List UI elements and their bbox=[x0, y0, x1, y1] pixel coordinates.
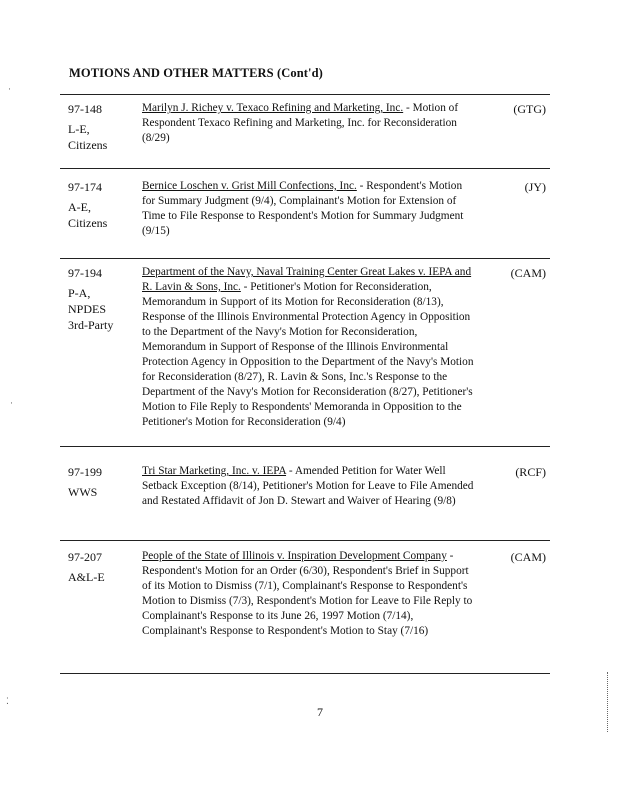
divider bbox=[60, 168, 550, 169]
case-number: 97-207 bbox=[68, 550, 102, 564]
divider bbox=[60, 94, 550, 95]
hearing-officer: (CAM) bbox=[510, 550, 546, 564]
section-title: MOTIONS AND OTHER MATTERS (Cont'd) bbox=[69, 66, 323, 80]
case-text: - Motion of Respondent Texaco Refining and Marketing, Inc. for Reconsideration (8/29) bbox=[142, 102, 459, 144]
case-tags bbox=[68, 285, 113, 333]
hearing-officer: (JY) bbox=[524, 180, 546, 194]
case-text: - Amended Petition for Water Well Setback Exception (8/14), Petitioner's Motion for Leave to File Amended and Restated Affidavit of Jon D. Stewart and Waiver of Hearing (9/8) bbox=[142, 465, 474, 507]
case-tag: Citizens bbox=[68, 138, 108, 152]
case-title: People of the State of Illinois v. Inspiration Development Company bbox=[142, 550, 447, 562]
case-tag: NPDES bbox=[68, 302, 107, 316]
case-description bbox=[142, 549, 476, 639]
case-tags bbox=[68, 199, 107, 231]
divider bbox=[60, 673, 550, 674]
divider bbox=[60, 540, 550, 541]
scan-speck: · bbox=[10, 398, 13, 408]
case-number: 97-194 bbox=[68, 266, 102, 280]
case-tag: 3rd-Party bbox=[68, 318, 114, 332]
case-description bbox=[142, 179, 476, 239]
case-tag: Citizens bbox=[68, 216, 108, 230]
case-tag: L-E, bbox=[68, 122, 90, 136]
divider bbox=[60, 446, 550, 447]
case-description bbox=[142, 101, 476, 146]
case-tags bbox=[68, 121, 107, 153]
case-title: Department of the Navy, Naval Training Center Great Lakes v. IEPA and R. Lavin & Sons, Inc. bbox=[142, 266, 472, 293]
case-title: Tri Star Marketing, Inc. v. IEPA bbox=[142, 465, 287, 477]
hearing-officer: (GTG) bbox=[513, 102, 546, 116]
hearing-officer: (CAM) bbox=[510, 266, 546, 280]
case-number: 97-148 bbox=[68, 102, 102, 116]
case-number: 97-199 bbox=[68, 465, 102, 479]
case-tag: P-A, bbox=[68, 286, 91, 300]
case-tag: A-E, bbox=[68, 200, 91, 214]
hearing-officer: (RCF) bbox=[515, 465, 546, 479]
scan-speck: ⁚ bbox=[6, 696, 9, 706]
scan-edge bbox=[607, 672, 609, 732]
case-description bbox=[142, 464, 476, 509]
case-tag: WWS bbox=[68, 485, 98, 499]
case-text: - Petitioner's Motion for Reconsideration, Memorandum in Support of its Motion for Reconsideration (8/13), Response of the Illinois Environmental Protection Agency in Opposition to the Department of the Navy's Motion for Reconsideration, Memorandum in Support of Response of the Illinois Environmental Protection Agency in Opposition to the Department of the Navy's Motion for Reconsideration (8/27), R. Lavin & Sons, Inc.'s Response to the Department of the Navy's Motion for Reconsideration (8/27), Petitioner's Motion to File Reply to Respondents' Memoranda in Opposition to the Petitioner's Motion for Reconsideration (9/4) bbox=[142, 281, 474, 428]
scan-speck: · bbox=[8, 84, 11, 94]
case-text: - Respondent's Motion for an Order (6/30), Respondent's Brief in Support of its Motion to Dismiss (7/1), Complainant's Response to Respondent's Motion to Dismiss (7/3), Respondent's Motion for Leave to File Reply to Complainant's Response to its June 26, 1997 Motion (7/14), Complainant's Response to Respondent's Motion to Stay (7/16) bbox=[142, 550, 473, 637]
case-tags bbox=[68, 484, 97, 500]
case-text: - Respondent's Motion for Summary Judgment (9/4), Complainant's Motion for Extension of Time to File Response to Respondent's Motion for Summary Judgment (9/15) bbox=[142, 180, 464, 237]
case-tag: A&L-E bbox=[68, 570, 105, 584]
case-title: Bernice Loschen v. Grist Mill Confections, Inc. bbox=[142, 180, 357, 192]
case-number: 97-174 bbox=[68, 180, 102, 194]
divider bbox=[60, 258, 550, 259]
case-description bbox=[142, 265, 476, 430]
page-number: 7 bbox=[317, 705, 323, 719]
case-tags bbox=[68, 569, 105, 585]
case-title: Marilyn J. Richey v. Texaco Refining and Marketing, Inc. bbox=[142, 102, 404, 114]
